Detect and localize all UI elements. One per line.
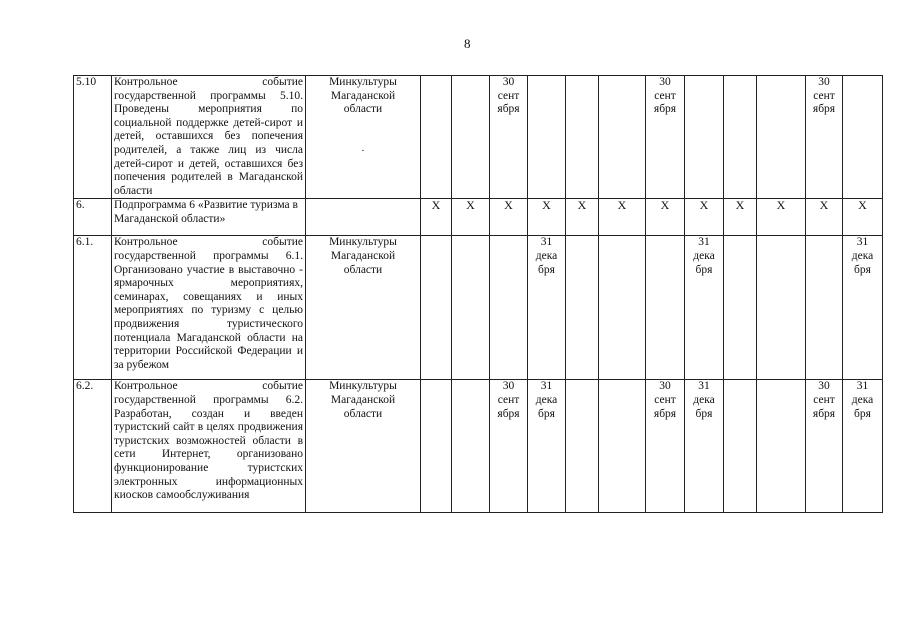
schedule-cell — [421, 76, 452, 199]
x-mark-cell: Х — [452, 199, 490, 236]
schedule-cell — [599, 380, 646, 513]
x-mark-cell: Х — [490, 199, 528, 236]
date-text-line: дека — [693, 393, 715, 406]
responsible-cell — [306, 380, 421, 513]
date-text-line: 30 — [502, 76, 515, 88]
item-number: 6.1. — [74, 236, 112, 380]
schedule-cell — [421, 236, 452, 380]
date-text-line: 30 — [659, 380, 671, 393]
date-text-line: сент — [497, 89, 520, 102]
date-text-line: 30 — [818, 380, 830, 393]
responsible-line: Магаданской — [330, 249, 396, 262]
schedule-cell — [566, 380, 599, 513]
schedule-cell — [685, 380, 724, 513]
responsible-line: Магаданской — [330, 89, 396, 102]
responsible-line: области — [343, 103, 383, 116]
date-text-line: 31 — [540, 380, 553, 393]
date-text-line: сент — [813, 393, 835, 406]
schedule-cell — [566, 236, 599, 380]
item-number: 6. — [74, 199, 112, 236]
date-text-line: дека — [851, 249, 874, 262]
date-text-line: 30 — [659, 76, 671, 88]
responsible-line: области — [343, 407, 383, 420]
schedule-cell — [806, 236, 843, 380]
date-text-line: сент — [654, 393, 676, 406]
x-mark-cell: Х — [528, 199, 566, 236]
table-row — [74, 380, 883, 513]
date-text-line: 31 — [698, 380, 710, 393]
schedule-cell — [528, 76, 566, 199]
schedule-cell — [528, 380, 566, 513]
schedule-cell — [490, 236, 528, 380]
schedule-cell — [757, 380, 806, 513]
date-text-line: 30 — [502, 380, 515, 393]
responsible-line: Минкультуры — [329, 236, 397, 249]
schedule-cell — [528, 236, 566, 380]
date-text-line: ября — [497, 103, 520, 116]
x-mark-cell: Х — [724, 199, 757, 236]
schedule-cell — [724, 236, 757, 380]
date-text-line: бря — [854, 407, 871, 420]
date-text-line: дека — [851, 393, 874, 406]
schedule-cell — [843, 380, 883, 513]
date-text-line: ября — [812, 103, 836, 116]
item-description: Контрольное событие государственной программы 5.10. Проведены мероприятия по социальной поддержке детей-сирот и детей, оставшихся без попечения родителей, а также лиц из числа детей-сирот и детей, оставшихся без попечения родителей в Магаданской области — [112, 76, 306, 199]
control-events-table — [73, 75, 883, 513]
x-mark-cell: Х — [421, 199, 452, 236]
schedule-cell — [843, 76, 883, 199]
item-description: Подпрограмма 6 «Развитие туризма в Магаданской области» — [112, 199, 306, 236]
table-row — [74, 236, 883, 380]
x-mark-cell: Х — [599, 199, 646, 236]
date-text-line: бря — [854, 263, 871, 276]
x-mark-cell: Х — [685, 199, 724, 236]
x-mark-cell: Х — [806, 199, 843, 236]
schedule-cell — [685, 236, 724, 380]
schedule-cell — [685, 76, 724, 199]
schedule-cell — [421, 380, 452, 513]
date-text-line: ября — [812, 407, 836, 420]
date-text-line: бря — [695, 263, 713, 276]
date-text-line: 31 — [856, 380, 869, 393]
schedule-cell — [806, 380, 843, 513]
item-description: Контрольное событие государственной программы 6.2. Разработан, создан и введен туристский сайт в целях продвижения туристских возможностей области в сети Интернет, организовано функционирование туристских электронных информационных киосков самообслуживания — [112, 380, 306, 513]
x-mark-cell: Х — [757, 199, 806, 236]
schedule-cell — [452, 76, 490, 199]
item-number: 6.2. — [74, 380, 112, 513]
schedule-cell — [724, 380, 757, 513]
date-text-line: сент — [654, 89, 676, 102]
date-text-line: дека — [535, 393, 558, 406]
responsible-line: Магаданской — [330, 393, 396, 406]
schedule-cell — [452, 380, 490, 513]
date-text-line: ября — [653, 407, 677, 420]
responsible-cell — [306, 236, 421, 380]
schedule-cell — [490, 76, 528, 199]
table-row — [74, 199, 883, 236]
responsible-cell — [306, 199, 421, 236]
responsible-line: Минкультуры — [329, 380, 397, 393]
date-text-line: ября — [653, 103, 677, 116]
schedule-cell — [843, 236, 883, 380]
item-number: 5.10 — [74, 76, 112, 199]
schedule-cell — [646, 236, 685, 380]
date-text-line: 31 — [698, 236, 710, 249]
responsible-line: области — [343, 263, 383, 276]
date-text-line: дека — [535, 249, 558, 262]
date-text-line: бря — [538, 407, 555, 420]
schedule-cell — [757, 76, 806, 199]
schedule-cell — [724, 76, 757, 199]
schedule-cell — [806, 76, 843, 199]
x-mark-cell: Х — [566, 199, 599, 236]
schedule-cell — [757, 236, 806, 380]
date-text-line: сент — [497, 393, 520, 406]
item-description: Контрольное событие государственной программы 6.1. Организовано участие в выставочно - ярмарочных мероприятиях, семинарах, совещаниях и иных мероприятиях по туризму с целью продвижения туристического потенциала Магаданской области на территории Российской Федерации и за рубежом — [112, 236, 306, 380]
date-text-line: ября — [497, 407, 520, 420]
date-text-line: бря — [695, 407, 713, 420]
date-text-line: сент — [813, 89, 835, 102]
table-row — [74, 76, 883, 199]
date-text-line: бря — [538, 263, 555, 276]
responsible-cell — [306, 76, 421, 199]
schedule-cell — [599, 236, 646, 380]
schedule-cell — [566, 76, 599, 199]
schedule-cell — [599, 76, 646, 199]
schedule-cell — [452, 236, 490, 380]
date-text-line: 30 — [818, 76, 830, 88]
schedule-cell — [490, 380, 528, 513]
schedule-cell — [646, 76, 685, 199]
x-mark-cell: Х — [843, 199, 883, 236]
schedule-cell — [646, 380, 685, 513]
date-text-line: 31 — [856, 236, 869, 249]
x-mark-cell: Х — [646, 199, 685, 236]
page-number: 8 — [464, 36, 471, 51]
date-text-line: 31 — [540, 236, 553, 249]
responsible-line: Минкультуры — [329, 76, 397, 88]
bullet-mark: · — [361, 144, 365, 157]
date-text-line: дека — [693, 249, 715, 262]
